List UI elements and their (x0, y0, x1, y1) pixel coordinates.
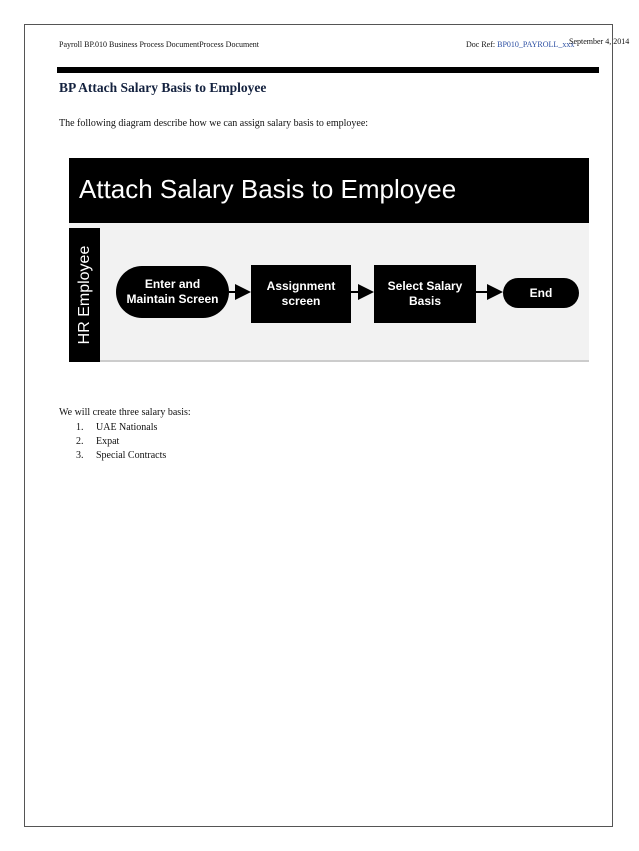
flow-arrows (69, 158, 589, 362)
step-2-line-1: Assignment (266, 279, 336, 293)
swimlane-label-text: HR Employee (76, 245, 93, 345)
header-document-title: Payroll BP.010 Business Process DocumentProcess Document (59, 40, 259, 49)
step-end (503, 278, 579, 308)
step-enter-maintain-screen (116, 266, 229, 318)
step-2-line-2: screen (281, 294, 321, 308)
list-label: Special Contracts (96, 450, 167, 461)
diagram-title: Attach Salary Basis to Employee (69, 158, 589, 223)
header-date: September 4, 2014 (569, 37, 630, 46)
step-3-line-1: Select Salary (387, 279, 463, 293)
list-item (76, 449, 166, 463)
doc-ref-value: BP010_PAYROLL_xxx (497, 40, 575, 49)
list-label: Expat (96, 436, 120, 447)
step-assignment-screen (251, 265, 351, 323)
step-3-line-2: Basis (408, 294, 442, 308)
list-item (76, 421, 166, 435)
step-1-line-2: Maintain Screen (126, 292, 219, 306)
doc-ref-label: Doc Ref: (466, 40, 496, 49)
list-item (76, 435, 166, 449)
list-label: UAE Nationals (96, 422, 158, 433)
header-rule (57, 67, 599, 73)
intro-text: The following diagram describe how we can assign salary basis to employee: (59, 118, 369, 129)
salary-basis-list (76, 421, 166, 463)
step-select-salary-basis (374, 265, 476, 323)
list-number: 3. (76, 450, 84, 461)
body-text: We will create three salary basis: (59, 407, 191, 418)
step-1-line-1: Enter and (144, 277, 201, 291)
list-number: 1. (76, 422, 84, 433)
header-doc-ref (466, 40, 574, 49)
step-4-label: End (529, 285, 553, 300)
process-diagram (69, 158, 589, 362)
section-title: BP Attach Salary Basis to Employee (59, 80, 267, 95)
list-number: 2. (76, 436, 84, 447)
